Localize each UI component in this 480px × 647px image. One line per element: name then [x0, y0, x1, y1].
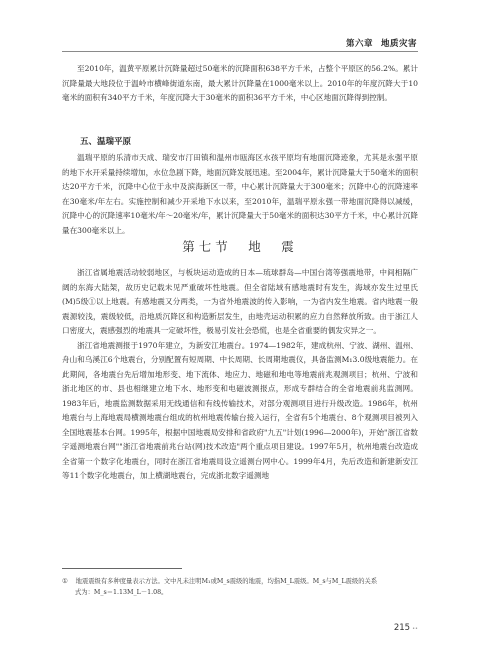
wenrui-text-block: [62, 151, 418, 238]
page-number: [394, 623, 418, 633]
footnote-mark: ①: [62, 578, 68, 585]
footnote-text-1: 地震震级有多种度量表示方法。文中凡未注明M₁或M_s震级的地震，均指M_L震级。M_s与M_L震级的关系: [75, 578, 378, 585]
page-number-value: 215: [393, 623, 411, 633]
footnote-line-1: [62, 576, 418, 587]
paragraph-wenhuang: 至2010年，温黄平原累计沉降量超过50毫米的沉降面积638平方千米，占整个平原区的56.2%。累计沉降量最大地段位于温岭市横峰街道东南，最大累计沉降量在1000毫米以上。2010年的年度沉降大于10毫米的面积有340平方千米，年度沉降大于30毫米的面积36平方千米，中心区地面沉降得到控制。: [62, 64, 418, 102]
page-number-ornament: ••: [412, 626, 418, 632]
earthquake-text-block: [62, 266, 418, 484]
footnote-line-2: 式为：M_s＝1.13M_L－1.08。: [75, 589, 168, 596]
header-rule: [62, 51, 418, 52]
paragraph-earthquake-intro: 浙江省属地震活动较弱地区，与板块运动造成的日本—琉球群岛—中国台湾等强震地带，中间相隔广阔的东海大陆架，故历史记载未见严重破坏性地震。但全省陆域有感地震时有发生，海域亦发生过里氏(M)5级①以上地震。有感地震又分两类，一为省外地震波的传入影响，一为省内发生地震。省内地震一般震源较浅，震级较低，沿地质沉降区和构造断层发生，由地壳运动积累的应力自然释放所致。由于浙江人口密度大，震感强烈的地震具一定破坏性，极易引发社会恐慌，也是全省重要的偶发灾异之一。: [62, 268, 418, 335]
section-title-earthquake: 第七节 地 震: [182, 239, 298, 254]
running-header: [346, 37, 417, 49]
header-chapter: 第六章: [345, 39, 373, 49]
paragraph-earthquake-monitoring: 浙江省地震测报于1970年建立，为新安江地震台。1974—1982年，建成杭州、宁波、湖州、温州、舟山和乌溪江6个地震台，分别配置有短周期、中长周期、长周期地震仪，具备监测M₁3.0级地震能力。在此期间，各地震台先后增加地形变、地下流体、地应力、地磁和地电等地震前兆观测项目；杭州、宁波和浙北地区的市、县也相继建立地下水、地形变和电磁波测报点，形成专群结合的全省地震前兆监测网。1983年后，地震监测数据采用无线通信和有线传输技术，对部分观测项目进行升级改造。1986年，杭州地震台与上海地震局横测地震台组成的杭州地震传输台接入运行，全省有5个地震台、8个观测项目被列入全国地震基本台网。1995年，根据中国地震局安排和省政府"九五"计划(1996—2000年)，开始"浙江省数字遥测地震台网""浙江省地震前兆台站(网)技术改造"两个重点项目建设。1997年5月，杭州地震台改造成全省第一个数字化地震台，同时在浙江省地震局设立遥测台网中心。1999年4月，先后改造和新建新安江等11个数字化地震台，加上横湖地震台，完成浙北数字遥测地: [62, 340, 418, 480]
top-text-block: [62, 62, 418, 106]
paragraph-wenrui: 温瑞平原的乐清市天成、瑞安市汀田镇和温州市瓯海区水孩平原均有地面沉降迹象，尤其是永强平原的地下水开采量持续增加，水位急剧下降，地面沉降发展迅速。至2004年，累计沉降量大于50毫米的面积达20平方千米，沉降中心位于永中及滨海新区一带，中心累计沉降量大于300毫米；沉降中心的沉降速率在30毫米/年左右。实施控制和减少开采地下水以来，至2010年，温瑞平原永强一带地面沉降得以减缓，沉降中心的沉降速率10毫米/年～20毫米/年，累计沉降量大于50毫米的面积达30平方千米，中心累计沉降量在300毫米以上。: [62, 153, 418, 235]
section-heading-wenrui: 五、温瑞平原: [80, 137, 132, 147]
header-topic: 地质灾害: [380, 39, 417, 49]
footnote-rule: [62, 568, 182, 569]
footnote: [62, 576, 418, 598]
